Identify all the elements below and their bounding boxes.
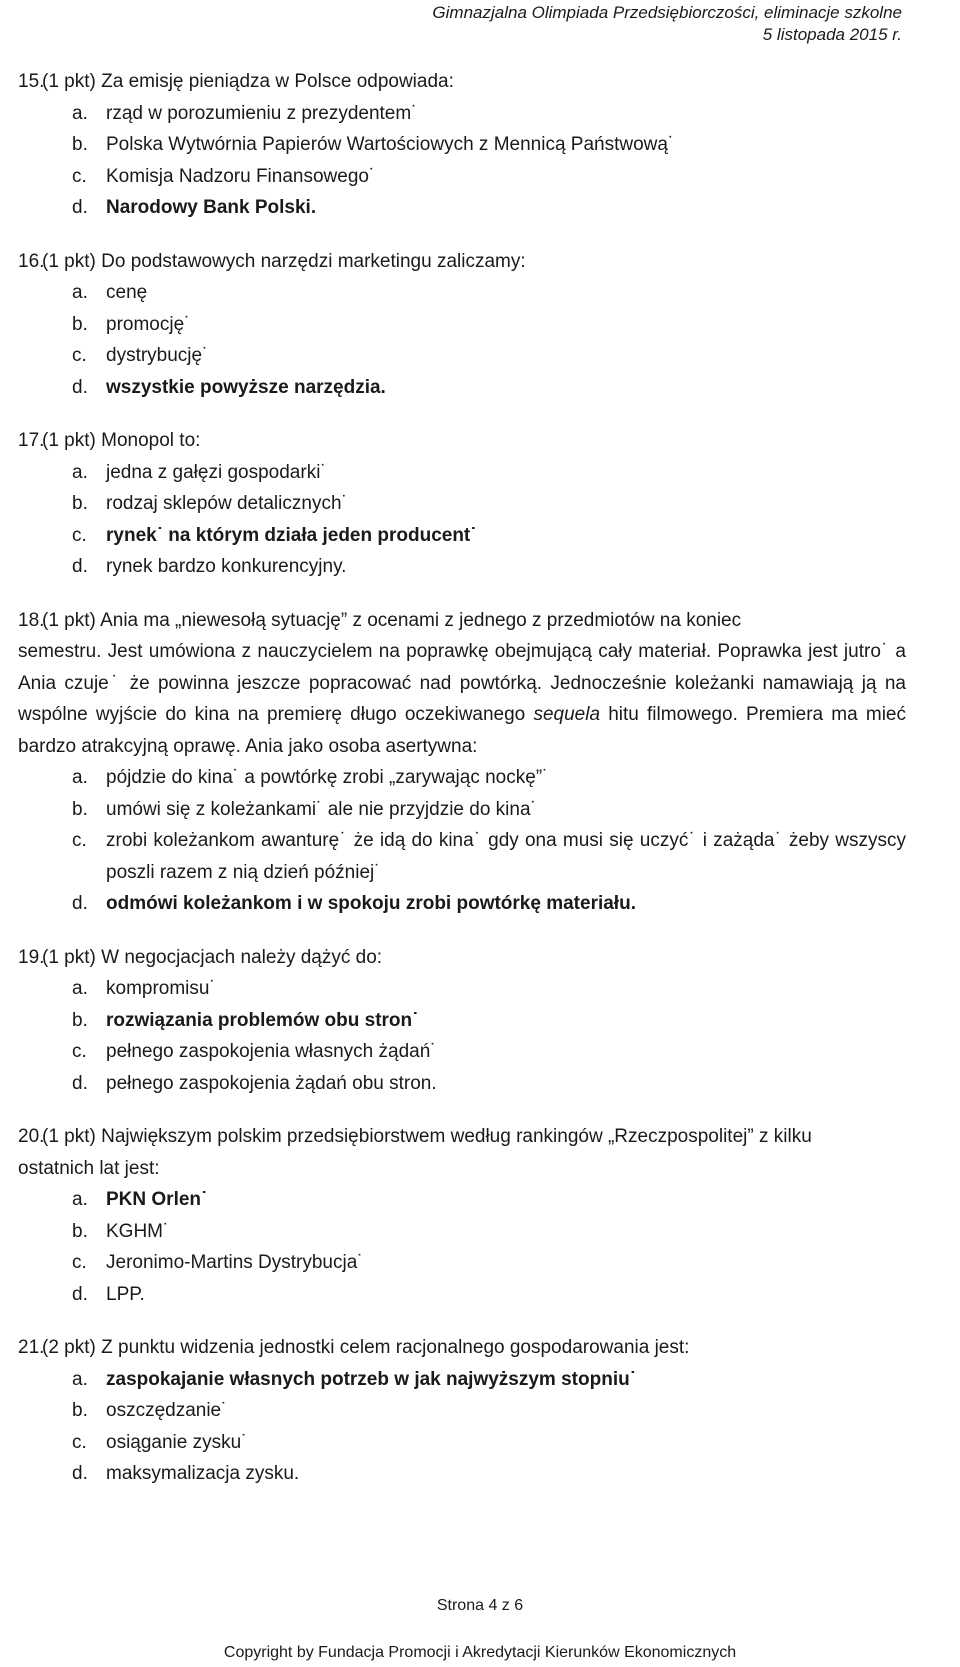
question-15 <box>18 66 906 224</box>
answer-option <box>72 161 906 193</box>
answer-option <box>72 973 906 1005</box>
answer-text: LPP. <box>106 1283 145 1305</box>
answer-letter: d. <box>72 556 88 577</box>
answer-letter: d. <box>72 1072 88 1094</box>
answer-list <box>18 277 906 403</box>
answer-option <box>72 762 906 794</box>
answer-text: umówi się z koleżankami˙ ale nie przyjdzie do kina˙ <box>106 798 537 820</box>
answer-text: rynek bardzo konkurencyjny. <box>106 556 347 577</box>
answer-letter: c. <box>72 524 87 546</box>
question-16 <box>18 246 906 404</box>
answer-letter: b. <box>72 313 88 335</box>
question-text: (1 pkt) Za emisję pieniądza w Polsce odpowiada: <box>42 71 454 92</box>
question-18 <box>18 605 906 920</box>
answer-text: promocję˙ <box>106 313 191 335</box>
answer-letter: b. <box>72 1220 88 1242</box>
answer-option <box>72 488 906 520</box>
answer-option-correct <box>72 520 906 552</box>
question-number: 16. <box>18 250 45 272</box>
question-text: (1 pkt) Ania ma „niewesołą sytuację” z ocenami z jednego z przedmiotów na koniec <box>42 609 742 631</box>
answer-list <box>18 98 906 224</box>
answer-option <box>72 457 906 489</box>
answer-option <box>72 825 906 888</box>
question-20 <box>18 1121 906 1310</box>
question-number: 17. <box>18 430 45 451</box>
answer-text: osiąganie zysku˙ <box>106 1431 248 1453</box>
answer-text: pełnego zaspokojenia własnych żądań˙ <box>106 1041 437 1062</box>
answer-text: dystrybucję˙ <box>106 345 209 366</box>
answer-letter: b. <box>72 493 88 514</box>
answer-letter: c. <box>72 1252 87 1273</box>
question-text-continued: ostatnich lat jest: <box>18 1157 160 1179</box>
answer-text: Komisja Nadzoru Finansowego˙ <box>106 165 376 187</box>
answer-list <box>18 1184 906 1310</box>
answer-option <box>72 1395 906 1427</box>
answer-option <box>72 1427 906 1459</box>
answer-letter: a. <box>72 461 88 483</box>
answer-text: rozwiązania problemów obu stron˙ <box>106 1009 419 1031</box>
answer-option-correct <box>72 1005 906 1037</box>
answer-option <box>72 551 906 583</box>
answer-letter: a. <box>72 282 88 303</box>
answer-letter: c. <box>72 1041 87 1062</box>
answer-letter: b. <box>72 134 88 155</box>
question-text: (1 pkt) Do podstawowych narzędzi marketingu zaliczamy: <box>42 250 526 272</box>
question-text-part: hitu filmowego. Premiera ma mieć bardzo atrakcyjną oprawę. Ania jako osoba asertywna: <box>18 704 906 757</box>
question-text-part: semestru. Jest umówiona z nauczycielem na poprawkę obejmującą cały materiał. Poprawka jest jutro˙ a Ania czuje˙ że powinna jeszcze popracować nad powtórką. Jednocześnie koleżanki namawiają ją na wspólne wyjście do kina na premierę długo oczekiwanego <box>18 641 906 725</box>
question-number: 21. <box>18 1337 45 1358</box>
answer-letter: c. <box>72 830 87 851</box>
answer-list <box>18 762 906 920</box>
answer-text: Jeronimo-Martins Dystrybucja˙ <box>106 1252 364 1273</box>
question-number: 18. <box>18 609 45 631</box>
answer-text: PKN Orlen˙ <box>106 1189 208 1210</box>
answer-text: Polska Wytwórnia Papierów Wartościowych z Mennicą Państwową˙ <box>106 134 675 155</box>
question-number: 20. <box>18 1126 45 1147</box>
answer-option-correct <box>72 372 906 404</box>
answer-letter: a. <box>72 1368 88 1390</box>
question-number: 19. <box>18 946 45 968</box>
answer-option <box>72 1036 906 1068</box>
answer-option <box>72 309 906 341</box>
answer-text: odmówi koleżankom i w spokoju zrobi powtórkę materiału. <box>106 893 636 914</box>
answer-letter: b. <box>72 1009 88 1031</box>
answer-letter: d. <box>72 893 88 914</box>
answer-option-correct <box>72 1184 906 1216</box>
questions-list <box>18 66 906 1490</box>
answer-option-correct <box>72 888 906 920</box>
answer-text: jedna z gałęzi gospodarki˙ <box>106 461 327 483</box>
question-21 <box>18 1332 906 1490</box>
answer-option <box>72 794 906 826</box>
answer-text: wszystkie powyższe narzędzia. <box>106 376 386 398</box>
answer-letter: a. <box>72 978 88 999</box>
answer-text: kompromisu˙ <box>106 978 216 999</box>
answer-text: maksymalizacja zysku. <box>106 1463 300 1484</box>
answer-option <box>72 129 906 161</box>
answer-letter: d. <box>72 197 88 218</box>
question-text-italic: sequela <box>533 704 601 725</box>
document-header <box>432 2 902 46</box>
answer-text: Narodowy Bank Polski. <box>106 197 317 218</box>
question-19 <box>18 942 906 1100</box>
answer-letter: d. <box>72 1463 88 1484</box>
answer-letter: c. <box>72 165 87 187</box>
answer-option <box>72 1068 906 1100</box>
answer-text: rząd w porozumieniu z prezydentem˙ <box>106 102 418 124</box>
answer-text: oszczędzanie˙ <box>106 1400 228 1421</box>
answer-text: zaspokajanie własnych potrzeb w jak najwyższym stopniu˙ <box>106 1368 637 1390</box>
answer-letter: b. <box>72 798 88 820</box>
answer-text: KGHM˙ <box>106 1220 170 1242</box>
answer-letter: c. <box>72 1431 87 1453</box>
answer-list <box>18 457 906 583</box>
question-text: (1 pkt) Największym polskim przedsiębiorstwem według rankingów „Rzeczpospolitej” z kilku <box>42 1126 812 1147</box>
answer-letter: a. <box>72 102 88 124</box>
answer-letter: a. <box>72 1189 88 1210</box>
answer-letter: a. <box>72 767 88 788</box>
answer-option <box>72 1247 906 1279</box>
answer-list <box>18 973 906 1099</box>
answer-letter: d. <box>72 1283 88 1305</box>
question-text: (2 pkt) Z punktu widzenia jednostki celem racjonalnego gospodarowania jest: <box>42 1337 690 1358</box>
answer-text: rynek˙ na którym działa jeden producent˙ <box>106 524 477 546</box>
answer-option <box>72 1458 906 1490</box>
answer-option <box>72 277 906 309</box>
answer-letter: b. <box>72 1400 88 1421</box>
answer-option <box>72 1216 906 1248</box>
question-text: (1 pkt) W negocjacjach należy dążyć do: <box>42 946 383 968</box>
answer-text: rodzaj sklepów detalicznych˙ <box>106 493 348 514</box>
answer-text: pójdzie do kina˙ a powtórkę zrobi „zarywając nockę”˙ <box>106 767 549 788</box>
answer-option <box>72 1279 906 1311</box>
answer-text: zrobi koleżankom awanturę˙ że idą do kina˙ gdy ona musi się uczyć˙ i zażąda˙ żeby wszyscy poszli razem z nią dzień później˙ <box>106 830 906 883</box>
answer-option-correct <box>72 192 906 224</box>
question-text: (1 pkt) Monopol to: <box>42 430 201 451</box>
answer-option <box>72 98 906 130</box>
answer-text: cenę <box>106 282 148 303</box>
question-number: 15. <box>18 71 45 92</box>
question-text-continued <box>18 636 906 762</box>
page-number: Strona 4 z 6 <box>436 1597 524 1614</box>
copyright-notice: Copyright by Fundacja Promocji i Akredytacji Kierunków Ekonomicznych <box>223 1644 737 1661</box>
answer-option-correct <box>72 1364 906 1396</box>
header-competition-title: Gimnazjalna Olimpiada Przedsiębiorczości, eliminacje szkolne <box>432 3 902 22</box>
header-date: 5 listopada 2015 r. <box>762 25 902 44</box>
answer-text: pełnego zaspokojenia żądań obu stron. <box>106 1072 437 1094</box>
question-17 <box>18 425 906 583</box>
answer-letter: d. <box>72 376 88 398</box>
answer-letter: c. <box>72 345 87 366</box>
answer-list <box>18 1364 906 1490</box>
answer-option <box>72 340 906 372</box>
